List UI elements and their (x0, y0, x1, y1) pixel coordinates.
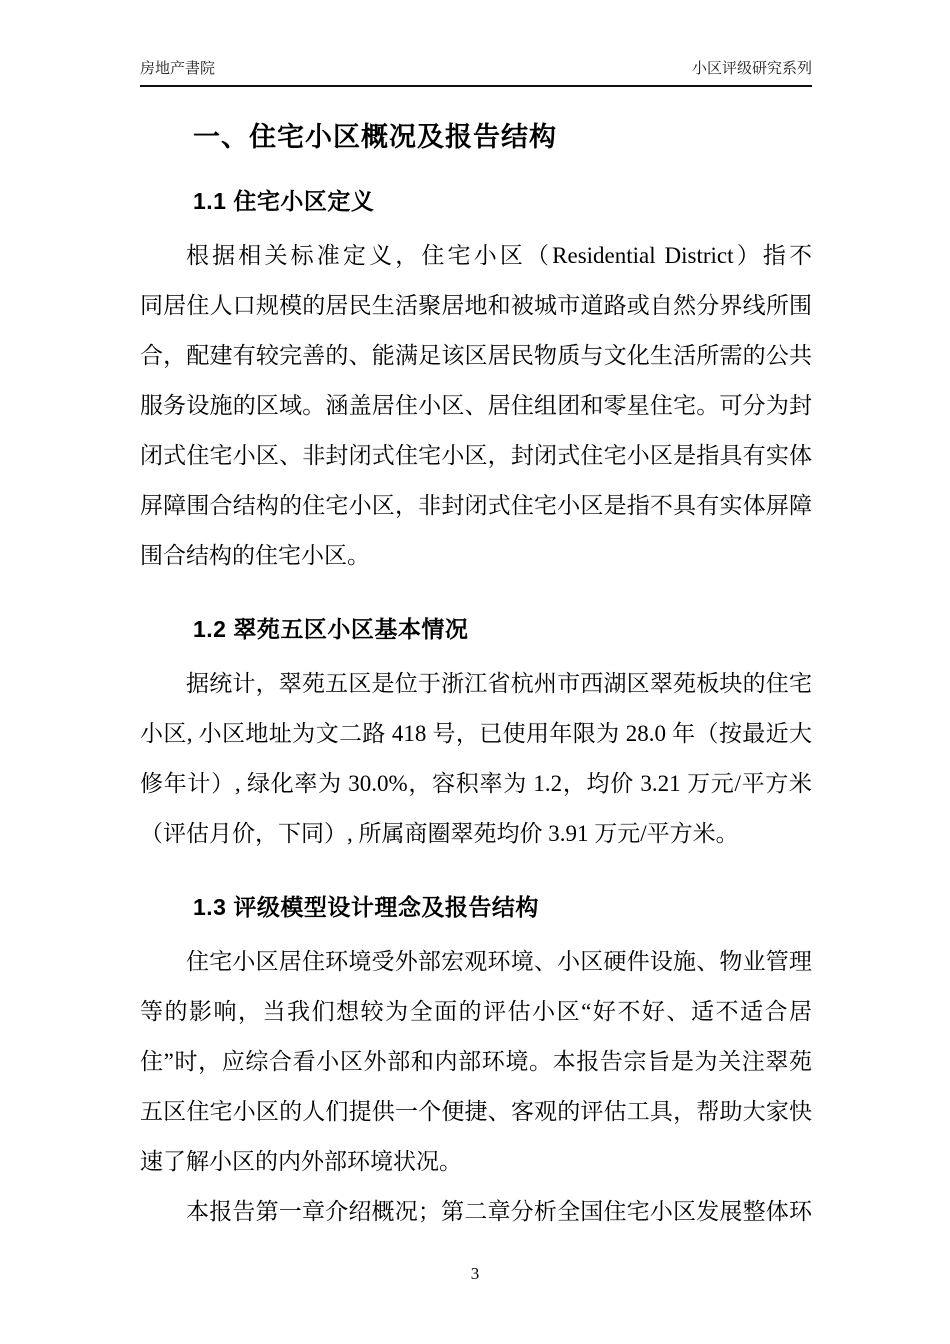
text-line: 屏障围合结构的住宅小区，非封闭式住宅小区是指不具有实体屏障 (140, 493, 812, 518)
section-heading: 1.1 住宅小区定义 (193, 188, 375, 214)
chapter-title: 一、住宅小区概况及报告结构 (193, 122, 557, 152)
section-heading: 1.3 评级模型设计理念及报告结构 (193, 894, 539, 920)
text-line: 闭式住宅小区、非封闭式住宅小区，封闭式住宅小区是指具有实体 (140, 443, 812, 468)
text-line: 住”时，应综合看小区外部和内部环境。本报告宗旨是为关注翠苑 (140, 1049, 812, 1074)
text-line: 据统计，翠苑五区是位于浙江省杭州市西湖区翠苑板块的住宅 (186, 671, 812, 696)
text-line: 住宅小区居住环境受外部宏观环境、小区硬件设施、物业管理 (186, 949, 812, 974)
paragraph (140, 231, 812, 581)
page-footer (0, 1264, 950, 1284)
page-number: 3 (470, 1264, 480, 1283)
text-line: 速了解小区的内外部环境状况。 (140, 1149, 462, 1174)
text-line: 本报告第一章介绍概况；第二章分析全国住宅小区发展整体环 (186, 1199, 812, 1224)
paragraph (140, 1187, 812, 1237)
text-line: 围合结构的住宅小区。 (140, 543, 370, 568)
header-left-text: 房地产書院 (140, 60, 216, 77)
section-heading: 1.2 翠苑五区小区基本情况 (193, 616, 469, 642)
text-line: 同居住人口规模的居民生活聚居地和被城市道路或自然分界线所围 (140, 293, 812, 318)
document-body (140, 187, 812, 1237)
page-header (140, 58, 812, 87)
header-right-text: 小区评级研究系列 (691, 60, 812, 77)
text-line: 服务设施的区域。涵盖居住小区、居住组团和零星住宅。可分为封 (140, 393, 812, 418)
paragraph (140, 937, 812, 1187)
text-line: 合，配建有较完善的、能满足该区居民物质与文化生活所需的公共 (140, 343, 812, 368)
text-line: 小区, 小区地址为文二路 418 号，已使用年限为 28.0 年（按最近大 (140, 721, 812, 746)
text-line: 五区住宅小区的人们提供一个便捷、客观的评估工具，帮助大家快 (140, 1099, 812, 1124)
text-line: 等的影响，当我们想较为全面的评估小区“好不好、适不适合居 (140, 999, 812, 1024)
paragraph (140, 659, 812, 859)
text-line: 根据相关标准定义，住宅小区（Residential District）指不 (186, 243, 812, 268)
text-line: 修年计）, 绿化率为 30.0%，容积率为 1.2，均价 3.21 万元/平方米 (140, 771, 812, 796)
text-line: （评估月价，下同）, 所属商圈翠苑均价 3.91 万元/平方米。 (140, 821, 739, 846)
